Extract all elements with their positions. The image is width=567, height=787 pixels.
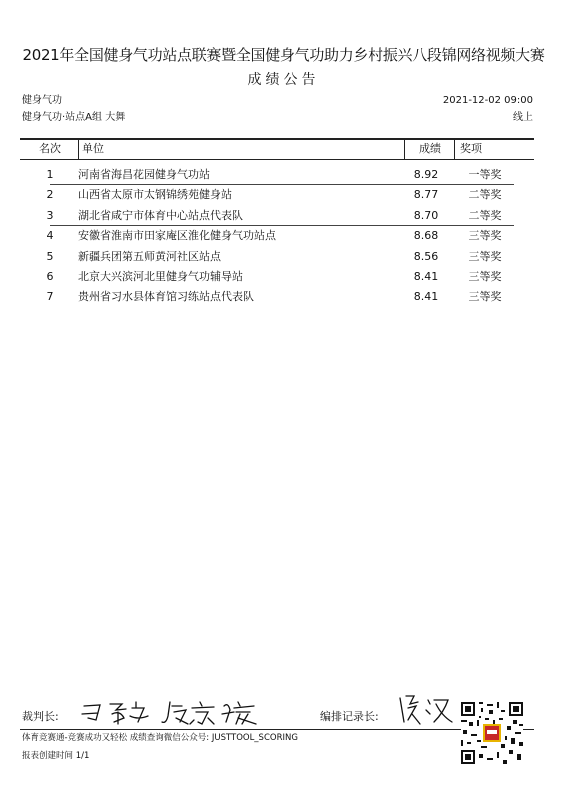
table-row: [20, 267, 534, 287]
row-score: 8.92: [413, 168, 439, 181]
judge-signature: [78, 696, 278, 728]
row-score: 8.41: [413, 269, 439, 283]
table-row: [20, 247, 534, 267]
column-divider: [404, 139, 405, 159]
footer-created: 报表创建时间 1/1: [22, 751, 90, 761]
footer-info: 体育竞赛通-竞赛成功又轻松 成绩查询微信公众号: JUSTTOOL_SCORING: [22, 733, 298, 743]
table-header-row: [20, 139, 534, 159]
row-rank: 2: [46, 188, 54, 202]
page-subtitle: 成绩公告: [247, 72, 320, 88]
column-header-award: 奖项: [460, 142, 482, 155]
row-unit: 山西省太原市太钢锦绣苑健身站: [78, 188, 232, 202]
row-score: 8.56: [413, 249, 439, 263]
row-award: 三等奖: [468, 290, 502, 304]
row-unit: 贵州省习水县体育馆习练站点代表队: [78, 290, 254, 304]
table-row: [20, 226, 534, 246]
event-mode: 线上: [513, 112, 533, 123]
row-rank: 1: [46, 168, 54, 181]
column-divider: [454, 139, 455, 159]
results-table: [20, 139, 534, 308]
row-award: 三等奖: [468, 249, 502, 263]
recorder-label: 编排记录长:: [320, 710, 379, 723]
row-award: 二等奖: [468, 208, 502, 222]
row-score: 8.41: [413, 290, 439, 304]
table-row: [20, 206, 534, 226]
judge-label: 裁判长:: [22, 710, 59, 723]
event-datetime: 2021-12-02 09:00: [442, 95, 533, 106]
row-award: 三等奖: [468, 269, 502, 283]
row-unit: 安徽省淮南市田家庵区淮化健身气功站点: [78, 229, 276, 243]
row-award: 一等奖: [468, 168, 502, 181]
row-rank: 4: [46, 229, 54, 243]
row-unit: 北京大兴滨河北里健身气功辅导站: [78, 269, 243, 283]
table-row: [20, 185, 534, 205]
column-header-unit: 单位: [82, 142, 104, 155]
table-header-rule: [20, 159, 534, 160]
table-row: [20, 165, 534, 185]
column-header-score: 成绩: [419, 142, 441, 155]
qr-code-icon: [461, 702, 523, 764]
row-rank: 5: [46, 249, 54, 263]
row-unit: 湖北省咸宁市体育中心站点代表队: [78, 208, 243, 222]
recorder-signature: [396, 692, 456, 728]
row-score: 8.70: [413, 208, 439, 222]
row-rank: 6: [46, 269, 54, 283]
row-unit: 河南省海昌花园健身气功站: [78, 168, 210, 181]
column-header-rank: 名次: [39, 142, 61, 155]
footer-rule: [20, 729, 534, 730]
row-score: 8.68: [413, 229, 439, 243]
event-group: 健身气功·站点A组 大舞: [22, 112, 126, 123]
row-award: 二等奖: [468, 188, 502, 202]
page-title: 2021年全国健身气功站点联赛暨全国健身气功助力乡村振兴八段锦网络视频大赛: [22, 46, 545, 64]
row-award: 三等奖: [468, 229, 502, 243]
table-row: [20, 287, 534, 307]
event-category: 健身气功: [22, 95, 62, 106]
row-score: 8.77: [413, 188, 439, 202]
row-rank: 3: [46, 208, 54, 222]
row-rank: 7: [46, 290, 54, 304]
column-divider: [78, 139, 79, 159]
row-unit: 新疆兵团第五师黄河社区站点: [78, 249, 221, 263]
